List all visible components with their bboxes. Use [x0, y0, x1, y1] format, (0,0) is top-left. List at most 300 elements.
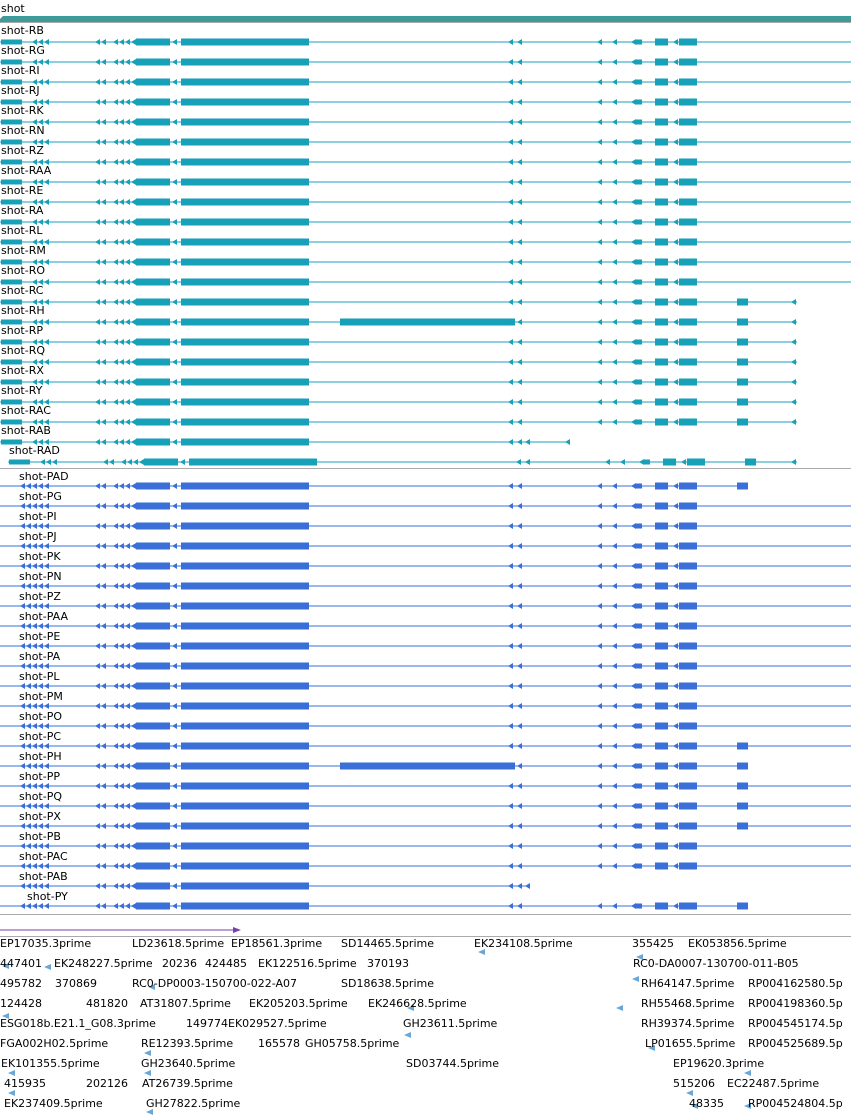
exon-arrow [681, 459, 686, 465]
exon-arrow [119, 703, 124, 709]
exon [655, 903, 668, 910]
exon-arrow [517, 319, 522, 325]
exon-arrow [113, 863, 118, 869]
exon-arrow [131, 79, 136, 85]
exon-arrow [113, 563, 118, 569]
exon-arrow [26, 483, 31, 489]
exon-arrow [125, 583, 130, 589]
exon-arrow [119, 179, 124, 185]
exon [181, 439, 309, 446]
exon-arrow [517, 543, 522, 549]
exon [181, 623, 309, 630]
exon-arrow [119, 803, 124, 809]
exon [679, 803, 697, 810]
exon-arrow [20, 703, 25, 709]
exon [655, 723, 668, 730]
exon-arrow [38, 903, 43, 909]
exon-arrow [172, 119, 177, 125]
exon-arrow [119, 523, 124, 529]
est-label: 370193 [367, 957, 409, 970]
transcript-label: shot-RL [1, 224, 43, 237]
exon-arrow [119, 139, 124, 145]
est-label: AT31807.5prime [140, 997, 231, 1010]
exon-arrow [172, 239, 177, 245]
exon-arrow [131, 563, 136, 569]
transcript-label: shot-RG [1, 44, 45, 57]
exon-arrow [113, 319, 118, 325]
exon-arrow [95, 783, 100, 789]
exon-arrow [612, 59, 617, 65]
exon-arrow [508, 743, 513, 749]
exon [663, 459, 676, 466]
protein-label: shot-PO [19, 710, 63, 723]
exon-arrow [119, 359, 124, 365]
exon [655, 79, 668, 86]
protein-label: shot-PN [19, 570, 62, 583]
exon [636, 360, 642, 365]
exon-arrow [95, 299, 100, 305]
exon-arrow [517, 643, 522, 649]
exon-arrow [119, 643, 124, 649]
exon [636, 664, 642, 669]
exon [181, 723, 309, 730]
exon-arrow [508, 683, 513, 689]
exon-arrow [508, 399, 513, 405]
exon [636, 340, 642, 345]
exon-arrow [631, 339, 636, 345]
est-label: RC0-DA0007-130700-011-B05 [633, 957, 799, 970]
exon-arrow [631, 503, 636, 509]
exon-arrow [131, 763, 136, 769]
exon-arrow [620, 459, 625, 465]
exon-arrow [172, 359, 177, 365]
exon [679, 863, 697, 870]
protein-label: shot-PAD [19, 470, 69, 483]
exon [655, 623, 668, 630]
exon-arrow [101, 583, 106, 589]
exon-arrow [612, 139, 617, 145]
exon-arrow [95, 743, 100, 749]
exon-arrow [127, 459, 132, 465]
est-label: 165578 [258, 1037, 300, 1050]
exon-arrow [631, 139, 636, 145]
exon-arrow [508, 179, 513, 185]
est-feature [616, 1005, 623, 1011]
exon [687, 459, 705, 466]
exon-arrow [38, 883, 43, 889]
exon-arrow [101, 683, 106, 689]
est-label: EK101355.5prime [1, 1057, 100, 1070]
exon-arrow [113, 259, 118, 265]
transcript-label: shot-RE [1, 184, 44, 197]
exon [655, 139, 668, 146]
exon-arrow [131, 179, 136, 185]
exon-arrow [95, 903, 100, 909]
exon-arrow [508, 299, 513, 305]
exon [636, 400, 642, 405]
exon [679, 319, 697, 326]
exon-arrow [95, 359, 100, 365]
exon-arrow [113, 119, 118, 125]
exon-arrow [517, 239, 522, 245]
exon-arrow [508, 803, 513, 809]
exon-arrow [597, 159, 602, 165]
exon-arrow [44, 783, 49, 789]
exon-arrow [20, 843, 25, 849]
exon-arrow [673, 259, 678, 265]
exon-arrow [32, 503, 37, 509]
exon-arrow [631, 359, 636, 365]
exon-arrow [119, 399, 124, 405]
exon-arrow [101, 623, 106, 629]
exon [181, 379, 309, 386]
exon-arrow [95, 623, 100, 629]
exon-arrow [44, 359, 49, 365]
exon-arrow [125, 623, 130, 629]
exon [636, 564, 642, 569]
exon-arrow [119, 299, 124, 305]
exon-arrow [673, 843, 678, 849]
exon-arrow [95, 543, 100, 549]
exon-arrow [631, 623, 636, 629]
exon-arrow [131, 259, 136, 265]
exon-arrow [101, 603, 106, 609]
exon [136, 583, 170, 590]
est-feature [44, 964, 51, 970]
exon-arrow [38, 583, 43, 589]
exon-arrow [631, 603, 636, 609]
exon [181, 399, 309, 406]
exon-arrow [125, 883, 130, 889]
exon [136, 743, 170, 750]
exon-arrow [139, 459, 144, 465]
exon-arrow [131, 219, 136, 225]
est-feature [8, 1070, 15, 1076]
exon-arrow [172, 623, 177, 629]
exon-arrow [44, 279, 49, 285]
exon [340, 319, 515, 326]
exon-arrow [172, 783, 177, 789]
exon-arrow [125, 139, 130, 145]
exon-arrow [26, 883, 31, 889]
exon-arrow [95, 603, 100, 609]
exon-arrow [508, 503, 513, 509]
exon-arrow [631, 763, 636, 769]
exon-arrow [172, 743, 177, 749]
est-label: SD03744.5prime [406, 1057, 499, 1070]
exon-arrow [101, 439, 106, 445]
exon-arrow [113, 359, 118, 365]
exon [644, 460, 650, 465]
exon-arrow [508, 563, 513, 569]
est-label: EK248227.5prime [54, 957, 153, 970]
exon [136, 903, 170, 910]
exon [9, 460, 30, 465]
exon-arrow [20, 623, 25, 629]
exon [181, 663, 309, 670]
exon-arrow [612, 319, 617, 325]
exon-arrow [119, 543, 124, 549]
exon-arrow [673, 219, 678, 225]
exon [181, 139, 309, 146]
exon-arrow [113, 179, 118, 185]
est-label: RP004162580.5p [748, 977, 843, 990]
exon-arrow [597, 399, 602, 405]
exon-arrow [44, 623, 49, 629]
exon-arrow [517, 783, 522, 789]
est-label: EK053856.5prime [688, 937, 787, 950]
est-label: 149774 [186, 1017, 228, 1030]
exon-arrow [525, 459, 530, 465]
exon [737, 299, 748, 306]
exon-arrow [612, 159, 617, 165]
exon [136, 523, 170, 530]
exon-arrow [125, 439, 130, 445]
exon [181, 763, 309, 770]
exon [745, 459, 756, 466]
exon-arrow [101, 159, 106, 165]
est-label: 370869 [55, 977, 97, 990]
exon-arrow [38, 823, 43, 829]
exon-arrow [38, 563, 43, 569]
exon-arrow [101, 843, 106, 849]
exon-arrow [95, 663, 100, 669]
exon-arrow [673, 339, 678, 345]
exon-arrow [673, 279, 678, 285]
exon-arrow [172, 259, 177, 265]
exon [655, 59, 668, 66]
exon-arrow [597, 79, 602, 85]
exon [636, 80, 642, 85]
exon-arrow [172, 159, 177, 165]
exon [636, 120, 642, 125]
exon-arrow [597, 603, 602, 609]
exon-arrow [172, 139, 177, 145]
exon-arrow [131, 703, 136, 709]
exon-arrow [597, 39, 602, 45]
est-feature [686, 1090, 693, 1096]
exon-arrow [631, 583, 636, 589]
gene-span-bar [0, 16, 851, 22]
exon-arrow [95, 683, 100, 689]
exon-arrow [32, 543, 37, 549]
exon [136, 763, 170, 770]
exon-arrow [508, 419, 513, 425]
est-feature [144, 1050, 151, 1056]
exon-arrow [597, 299, 602, 305]
est-label: SD18638.5prime [341, 977, 434, 990]
exon-arrow [597, 723, 602, 729]
exon [655, 823, 668, 830]
exon-arrow [113, 299, 118, 305]
exon-arrow [113, 199, 118, 205]
exon-arrow [26, 903, 31, 909]
exon-arrow [597, 319, 602, 325]
exon-arrow [113, 903, 118, 909]
exon-arrow [119, 583, 124, 589]
exon-arrow [119, 903, 124, 909]
exon-arrow [565, 439, 570, 445]
exon-arrow [125, 763, 130, 769]
exon [679, 623, 697, 630]
exon-arrow [172, 219, 177, 225]
exon-arrow [119, 723, 124, 729]
exon-arrow [612, 279, 617, 285]
exon [636, 484, 642, 489]
exon [679, 59, 697, 66]
transcript-label: shot-RAB [1, 424, 51, 437]
exon-arrow [125, 179, 130, 185]
exon [181, 603, 309, 610]
exon [655, 239, 668, 246]
exon-arrow [612, 299, 617, 305]
exon-arrow [20, 803, 25, 809]
exon [737, 903, 748, 910]
exon-arrow [95, 483, 100, 489]
exon-arrow [95, 883, 100, 889]
exon-arrow [26, 683, 31, 689]
exon-arrow [95, 159, 100, 165]
exon-arrow [172, 643, 177, 649]
protein-label: shot-PP [19, 770, 60, 783]
exon [655, 843, 668, 850]
exon-arrow [44, 503, 49, 509]
exon-arrow [101, 563, 106, 569]
exon-arrow [20, 643, 25, 649]
exon-arrow [125, 159, 130, 165]
est-label: RE12393.5prime [141, 1037, 234, 1050]
exon-arrow [612, 39, 617, 45]
exon-arrow [119, 119, 124, 125]
transcript-label: shot-RAD [9, 444, 60, 457]
exon [181, 79, 309, 86]
exon [181, 419, 309, 426]
exon [679, 279, 697, 286]
exon-arrow [44, 139, 49, 145]
exon-arrow [20, 583, 25, 589]
exon [636, 420, 642, 425]
exon-arrow [517, 583, 522, 589]
exon [181, 359, 309, 366]
exon-arrow [172, 583, 177, 589]
exon [737, 379, 748, 386]
exon-arrow [113, 603, 118, 609]
exon-arrow [125, 843, 130, 849]
exon-arrow [172, 823, 177, 829]
exon [136, 139, 170, 146]
exon-arrow [791, 399, 796, 405]
exon-arrow [612, 743, 617, 749]
exon-arrow [113, 843, 118, 849]
exon [679, 399, 697, 406]
exon-arrow [101, 319, 106, 325]
exon-arrow [639, 459, 644, 465]
est-label: GH27822.5prime [146, 1097, 241, 1110]
exon [655, 259, 668, 266]
exon [181, 563, 309, 570]
exon-arrow [38, 703, 43, 709]
exon-arrow [631, 99, 636, 105]
protein-label: shot-PG [19, 490, 62, 503]
exon-arrow [119, 279, 124, 285]
exon [636, 380, 642, 385]
exon [636, 200, 642, 205]
protein-label: shot-PY [27, 890, 68, 903]
exon [136, 823, 170, 830]
exon-arrow [172, 439, 177, 445]
exon [636, 140, 642, 145]
est-label: RH55468.5prime [641, 997, 735, 1010]
exon-arrow [525, 439, 530, 445]
exon-arrow [101, 259, 106, 265]
exon [136, 503, 170, 510]
exon-arrow [631, 823, 636, 829]
exon-arrow [32, 683, 37, 689]
exon-arrow [119, 99, 124, 105]
exon-arrow [125, 399, 130, 405]
exon-arrow [597, 663, 602, 669]
exon [655, 419, 668, 426]
exon [655, 119, 668, 126]
est-label: 355425 [632, 937, 674, 950]
exon-arrow [517, 703, 522, 709]
exon-arrow [631, 723, 636, 729]
exon-arrow [673, 703, 678, 709]
exon [655, 543, 668, 550]
exon [136, 239, 170, 246]
exon-arrow [172, 763, 177, 769]
exon [636, 220, 642, 225]
exon-arrow [517, 763, 522, 769]
exon-arrow [172, 379, 177, 385]
exon-arrow [172, 703, 177, 709]
exon-arrow [517, 99, 522, 105]
exon-arrow [95, 843, 100, 849]
exon-arrow [20, 863, 25, 869]
exon [136, 883, 170, 890]
exon-arrow [517, 603, 522, 609]
exon-arrow [597, 743, 602, 749]
exon-arrow [612, 399, 617, 405]
exon-arrow [631, 39, 636, 45]
est-label: 447401 [0, 957, 42, 970]
exon-arrow [517, 723, 522, 729]
exon [636, 584, 642, 589]
exon-arrow [32, 703, 37, 709]
exon-arrow [631, 79, 636, 85]
exon [679, 219, 697, 226]
exon-arrow [44, 379, 49, 385]
exon-arrow [113, 419, 118, 425]
exon-arrow [119, 563, 124, 569]
exon-arrow [38, 603, 43, 609]
exon-arrow [113, 239, 118, 245]
exon-arrow [32, 863, 37, 869]
exon-arrow [119, 503, 124, 509]
exon-arrow [95, 59, 100, 65]
exon-arrow [673, 763, 678, 769]
exon-arrow [673, 503, 678, 509]
exon [679, 259, 697, 266]
est-label: ESG018b.E21.1_G08.3prime [0, 1017, 156, 1030]
exon-arrow [44, 683, 49, 689]
exon [636, 260, 642, 265]
exon-arrow [119, 339, 124, 345]
exon [636, 524, 642, 529]
exon [136, 439, 170, 446]
exon-arrow [44, 723, 49, 729]
exon-arrow [32, 723, 37, 729]
